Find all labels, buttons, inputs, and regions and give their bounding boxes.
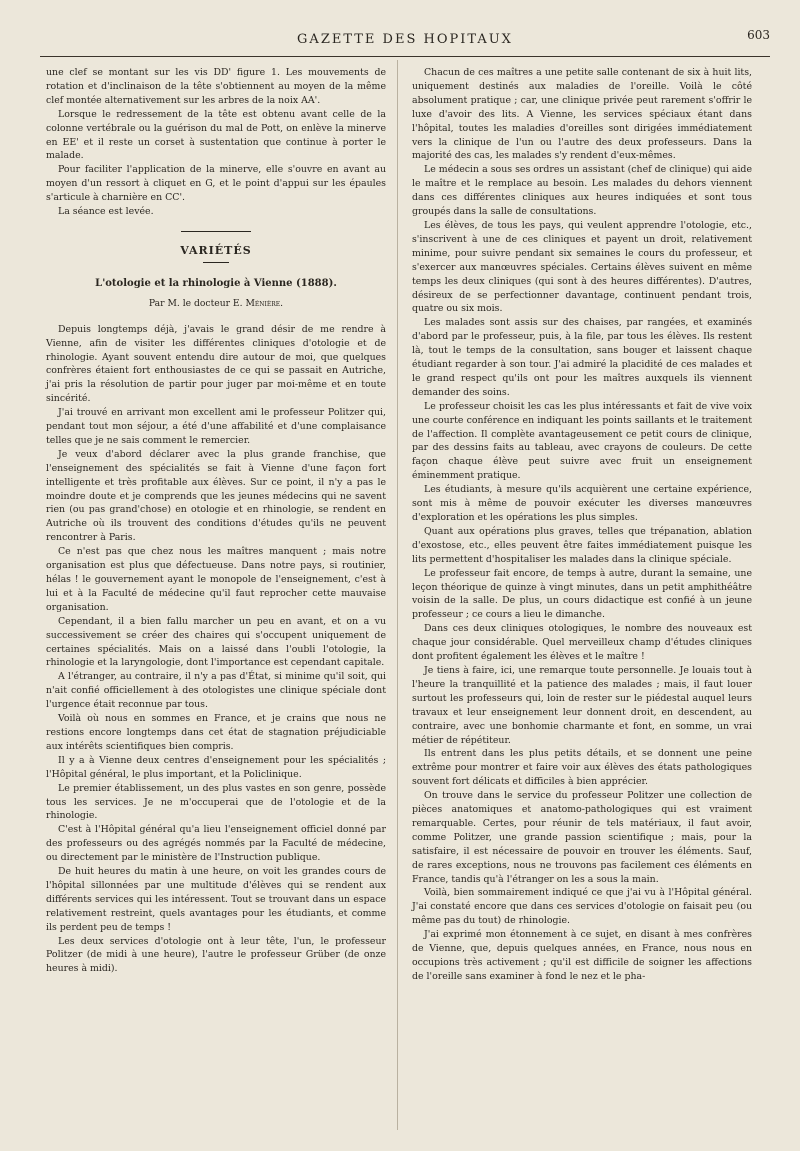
- paragraph: Le premier établissement, un des plus vastes en son genre, possède tous les services. Je ne m'occuperai que de l'otologie et de la rhinologie.: [46, 782, 386, 822]
- paragraph: J'ai exprimé mon étonnement à ce sujet, en disant à mes confrères de Vienne, que, depuis quelques années, en France, nous nous en occupions très activement ; qu'il est difficile de soigner les affections de l'oreille sans examiner à fond le nez et le pha-: [412, 929, 752, 982]
- paragraph: De huit heures du matin à une heure, on voit les grandes cours de l'hôpital sillonnées par une multitude d'élèves qui se rendent aux différents services qui les intéressent. Tout se trouvant dans un espace relativement restreint, quels avantages pour les étudiants, et comme ils perdent peu de temps !: [46, 866, 386, 933]
- paragraph: Le professeur fait encore, de temps à autre, durant la semaine, une leçon théorique de quinze à vingt minutes, dans un petit amphithéâtre voisin de la salle. De plus, un cours didactique est confié à un jeune professeur ; ce cours a lieu le dimanche.: [412, 567, 752, 621]
- paragraph: Les élèves, de tous les pays, qui veulent apprendre l'otologie, etc., s'inscrivent à une de ces cliniques et payent un droit, relativement minime, pour suivre pendant six semaines le cours du professeur, et s'exercer aux manœuvres spéciales. Certains élèves suivent en même temps les deux cliniques (qui sont à des heures différentes). D'autres, désireux de se perfectionner davantage, continuent pendant trois, quatre ou six mois.: [412, 219, 752, 315]
- left-column: [46, 66, 386, 976]
- paragraph: Quant aux opérations plus graves, telles que trépanation, ablation d'exostose, etc., elles peuvent être faites immédiatement puisque les lits permettent d'hospitaliser les malades dans la clinique spéciale.: [412, 525, 752, 565]
- article-title: L'otologie et la rhinologie à Vienne (1888).: [95, 277, 337, 289]
- paragraph: Ils entrent dans les plus petits détails, et se donnent une peine extrême pour montrer et faire voir aux élèves des états pathologiques souvent fort délicats et difficiles à bien apprécier.: [412, 748, 752, 788]
- section-rule: [181, 231, 251, 232]
- paragraph: C'est à l'Hôpital général qu'a lieu l'enseignement officiel donné par des professeurs ou des agrégés nommés par la Faculté de médecine, ou directement par le ministère de l'Instruction publique.: [46, 824, 386, 864]
- paragraph: J'ai trouvé en arrivant mon excellent ami le professeur Politzer qui, pendant tout mon séjour, a été d'une affabilité et d'une complaisance telles que je ne sais comment le remercier.: [46, 407, 386, 446]
- page-number: 603: [747, 28, 770, 42]
- paragraph: Voilà, bien sommairement indiqué ce que j'ai vu à l'Hôpital général. J'ai constaté encore que dans ces services d'otologie on faisait peu (ou même pas du tout) de rhinologie.: [412, 887, 752, 927]
- paragraph: Je veux d'abord déclarer avec la plus grande franchise, que l'enseignement des spécialités se fait à Vienne d'une façon fort intelligente et très profitable aux élèves. Sur ce point, il n'y a pas le moindre doute et je comprends que les jeunes médecins qui ne savent rien (ou pas grand'chose) en otologie et en rhinologie, se rendent en Autriche où ils trouvent des conditions d'études qu'ils ne peuvent rencontrer à Paris.: [46, 448, 386, 544]
- byline: [46, 297, 386, 311]
- page-header: [40, 26, 770, 57]
- seance-closing: La séance est levée.: [58, 206, 154, 218]
- paragraph: Ce n'est pas que chez nous les maîtres manquent ; mais notre organisation est plus que défectueuse. Dans notre pays, si routinier, hélas ! le gouvernement ayant le monopole de l'enseignement, c'est à lui et à la Faculté de médecine qu'il faut reprocher cette mauvaise organisation.: [46, 546, 386, 613]
- column-divider: [397, 60, 398, 1130]
- paragraph: Dans ces deux cliniques otologiques, le nombre des nouveaux est chaque jour considérable. Quel merveilleux champ d'études cliniques dont profitent également les élèves et le maître !: [412, 623, 752, 663]
- paragraph: Le médecin a sous ses ordres un assistant (chef de clinique) qui aide le maître et le remplace au besoin. Les malades du dehors viennent dans ces différentes cliniques aux heures indiquées et sont tous groupés dans la salle de consultations.: [412, 164, 752, 218]
- paragraph: Depuis longtemps déjà, j'avais le grand désir de me rendre à Vienne, afin de visiter les différentes cliniques d'otologie et de rhinologie. Ayant souvent entendu dire autour de moi, que quelques confrères étaient fort enthousiastes de ce qui se passait en Autriche, j'ai pris la résolution de partir pour juger par moi-même et en toute sincérité.: [46, 323, 386, 405]
- paragraph: Voilà où nous en sommes en France, et je crains que nous ne restions encore longtemps dans cet état de stagnation préjudiciable aux intérêts scientifiques bien compris.: [46, 713, 386, 752]
- right-column: [412, 66, 752, 984]
- section-title: VARIÉTÉS: [180, 243, 252, 257]
- paragraph: Les étudiants, à mesure qu'ils acquièrent une certaine expérience, sont mis à même de pouvoir exécuter les diverses manœuvres d'exploration et les opérations les plus simples.: [412, 484, 752, 523]
- paragraph: Il y a à Vienne deux centres d'enseignement pour les spécialités ; l'Hôpital général, le plus important, et la Policlinique.: [46, 754, 386, 780]
- paragraph: A l'étranger, au contraire, il n'y a pas d'État, si minime qu'il soit, qui n'ait confié officiellement à des otologistes une clinique spéciale dont l'urgence était reconnue par tous.: [46, 671, 386, 711]
- paragraph: Les malades sont assis sur des chaises, par rangées, et examinés d'abord par le professeur, puis, à la file, par tous les élèves. Ils restent là, tout le temps de la consultation, sans bouger et laissent chaque étudiant regarder à son tour. J'ai admiré la placidité de ces malades et le grand respect qu'ils ont pour les maîtres auxquels ils viennent demander des soins.: [412, 317, 752, 398]
- section-underline: [203, 262, 229, 263]
- paragraph: Pour faciliter l'application de la minerve, elle s'ouvre en avant au moyen d'un ressort à cliquet en G, et le point d'appui sur les épaules s'articule à charnière en CC'.: [46, 164, 386, 204]
- paragraph: une clef se montant sur les vis DD' figure 1. Les mouvements de rotation et d'inclinaison de la tête s'obtiennent au moyen de la même clef montée alternativement sur les arbres de la noix AA'.: [46, 67, 386, 106]
- paragraph: Je tiens à faire, ici, une remarque toute personnelle. Je louais tout à l'heure la tranquillité et la patience des malades ; mais, il faut louer surtout les professeurs qui, loin de rester sur le piédestal auquel leurs travaux et leur enseignement leur donnent droit, en descendent, au contraire, avec une bonhomie charmante et font, en somme, un vrai métier de répétiteur.: [412, 664, 752, 746]
- paragraph: Chacun de ces maîtres a une petite salle contenant de six à huit lits, uniquement destinés aux maladies de l'oreille. Voilà le côté absolument pratique ; car, une clinique privée peut rarement s'offrir le luxe d'avoir des lits. A Vienne, les services spéciaux étant dans l'hôpital, toutes les maladies d'oreilles sont dirigées immédiatement vers la clinique de l'un ou l'autre des deux professeurs. Dans la majorité des cas, les malades s'y rendent d'eux-mêmes.: [412, 67, 752, 162]
- byline-prefix: Par M. le docteur E.: [148, 297, 243, 309]
- paragraph: Le professeur choisit les cas les plus intéressants et fait de vive voix une courte conférence en indiquant les points saillants et le traitement de l'affection. Il complète avantageusement ce petit cours de clinique, par des dessins faits au tableau, avec crayons de couleurs. De cette façon chaque élève peut suivre avec fruit un enseignement éminemment pratique.: [412, 400, 752, 482]
- paragraph: Cependant, il a bien fallu marcher un peu en avant, et on a vu successivement se créer des chaires qui s'occupent uniquement de certaines spécialités. Mais on a laissé dans l'oubli l'otologie, la rhinologie et la laryngologie, dont l'importance est cependant capitale.: [46, 615, 386, 669]
- paragraph: On trouve dans le service du professeur Politzer une collection de pièces anatomiques et anatomo-pathologiques qui est vraiment remarquable. Certes, pour réunir de tels matériaux, il faut avoir, comme Politzer, une grande passion scientifique ; mais, pour la satisfaire, il est nécessaire de pouvoir en trouver les éléments. Sauf, de rares exceptions, nous ne trouvons pas facilement ces éléments en France, tandis qu'à l'étranger on les a sous la main.: [412, 790, 752, 885]
- paragraph: Lorsque le redressement de la tête est obtenu avant celle de la colonne vertébrale ou la guérison du mal de Pott, on enlève la minerve en EE' et il reste un corset à sustentation que continue à porter le malade.: [46, 108, 386, 162]
- journal-title: GAZETTE DES HOPITAUX: [297, 32, 513, 47]
- author-name: Ménière.: [245, 297, 284, 309]
- paragraph: Les deux services d'otologie ont à leur tête, l'un, le professeur Politzer (de midi à une heure), l'autre le professeur Grüber (de onze heures à midi).: [46, 935, 386, 975]
